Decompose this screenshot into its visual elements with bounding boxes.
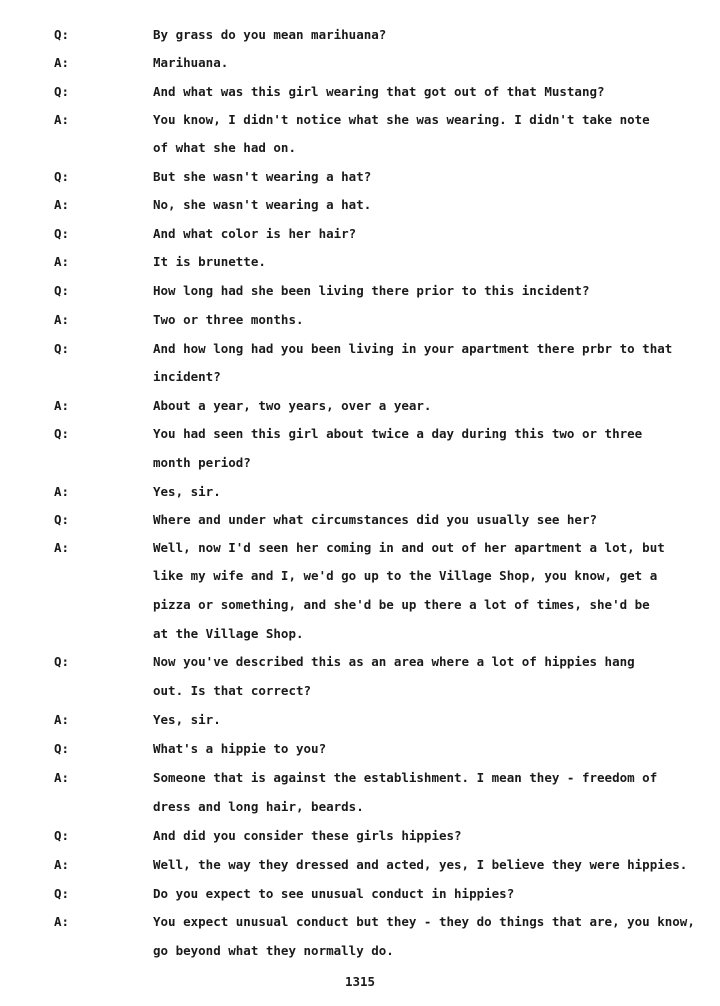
transcript-text: You know, I didn't notice what she was wearing. I didn't take note [153, 112, 650, 127]
speaker-label: Q: [54, 828, 70, 843]
speaker-label: Q: [54, 169, 70, 184]
transcript-text: month period? [153, 455, 251, 470]
transcript-text: Two or three months. [153, 312, 304, 327]
transcript-line [0, 167, 720, 187]
speaker-label: A: [54, 112, 70, 127]
transcript-line [0, 510, 720, 530]
transcript-line [0, 396, 720, 416]
transcript-line [0, 482, 720, 502]
transcript-text: incident? [153, 369, 221, 384]
transcript-line [0, 624, 720, 644]
transcript-text: Do you expect to see unusual conduct in hippies? [153, 886, 515, 901]
transcript-text: at the Village Shop. [153, 626, 304, 641]
transcript-text: dress and long hair, beards. [153, 799, 364, 814]
transcript-line [0, 538, 720, 558]
speaker-label: A: [54, 197, 70, 212]
speaker-label: Q: [54, 27, 70, 42]
speaker-label: Q: [54, 512, 70, 527]
transcript-line [0, 281, 720, 301]
transcript-line [0, 367, 720, 387]
transcript-text: Well, now I'd seen her coming in and out of her apartment a lot, but [153, 540, 665, 555]
speaker-label: A: [54, 254, 70, 269]
transcript-text: What's a hippie to you? [153, 741, 327, 756]
speaker-label: A: [54, 484, 70, 499]
speaker-label: A: [54, 857, 70, 872]
transcript-line [0, 768, 720, 788]
speaker-label: A: [54, 770, 70, 785]
transcript-line [0, 797, 720, 817]
transcript-line [0, 224, 720, 244]
transcript-line [0, 453, 720, 473]
transcript-text: Now you've described this as an area where a lot of hippies hang [153, 654, 635, 669]
transcript-text: How long had she been living there prior to this incident? [153, 283, 590, 298]
transcript-text: Someone that is against the establishment. I mean they - freedom of [153, 770, 658, 785]
speaker-label: Q: [54, 426, 70, 441]
speaker-label: A: [54, 398, 70, 413]
transcript-text: It is brunette. [153, 254, 266, 269]
transcript-text: Yes, sir. [153, 712, 221, 727]
transcript-text: Marihuana. [153, 55, 229, 70]
transcript-text: like my wife and I, we'd go up to the Village Shop, you know, get a [153, 568, 658, 583]
speaker-label: Q: [54, 341, 70, 356]
speaker-label: A: [54, 540, 70, 555]
transcript-line [0, 110, 720, 130]
transcript-line [0, 82, 720, 102]
transcript-line [0, 566, 720, 586]
transcript-text: And did you consider these girls hippies? [153, 828, 462, 843]
transcript-text: You expect unusual conduct but they - they do things that are, you know, [153, 914, 695, 929]
transcript-text: of what she had on. [153, 140, 296, 155]
transcript-text: By grass do you mean marihuana? [153, 27, 387, 42]
speaker-label: Q: [54, 226, 70, 241]
transcript-line [0, 739, 720, 759]
transcript-text: And what color is her hair? [153, 226, 357, 241]
speaker-label: Q: [54, 654, 70, 669]
transcript-line [0, 310, 720, 330]
transcript-line [0, 25, 720, 45]
transcript-line [0, 252, 720, 272]
transcript-line [0, 681, 720, 701]
speaker-label: A: [54, 914, 70, 929]
speaker-label: Q: [54, 283, 70, 298]
transcript-line [0, 884, 720, 904]
transcript-line [0, 138, 720, 158]
transcript-line [0, 941, 720, 961]
speaker-label: Q: [54, 741, 70, 756]
transcript-text: pizza or something, and she'd be up there a lot of times, she'd be [153, 597, 650, 612]
speaker-label: A: [54, 55, 70, 70]
speaker-label: A: [54, 712, 70, 727]
transcript-text: And what was this girl wearing that got out of that Mustang? [153, 84, 605, 99]
page-number: 1315 [344, 974, 376, 989]
transcript-line [0, 912, 720, 932]
transcript-text: Where and under what circumstances did you usually see her? [153, 512, 598, 527]
speaker-label: Q: [54, 886, 70, 901]
transcript-text: go beyond what they normally do. [153, 943, 394, 958]
transcript-text: But she wasn't wearing a hat? [153, 169, 372, 184]
transcript-line [0, 652, 720, 672]
transcript-line [0, 424, 720, 444]
speaker-label: Q: [54, 84, 70, 99]
transcript-text: You had seen this girl about twice a day during this two or three [153, 426, 643, 441]
transcript-line [0, 595, 720, 615]
transcript-text: No, she wasn't wearing a hat. [153, 197, 372, 212]
transcript-line [0, 53, 720, 73]
transcript-text: out. Is that correct? [153, 683, 312, 698]
transcript-line [0, 826, 720, 846]
speaker-label: A: [54, 312, 70, 327]
transcript-line [0, 710, 720, 730]
transcript-text: Well, the way they dressed and acted, yes, I believe they were hippies. [153, 857, 688, 872]
transcript-line [0, 339, 720, 359]
transcript-text: About a year, two years, over a year. [153, 398, 432, 413]
transcript-text: Yes, sir. [153, 484, 221, 499]
transcript-text: And how long had you been living in your apartment there prbr to that [153, 341, 673, 356]
transcript-line [0, 855, 720, 875]
transcript-line [0, 195, 720, 215]
